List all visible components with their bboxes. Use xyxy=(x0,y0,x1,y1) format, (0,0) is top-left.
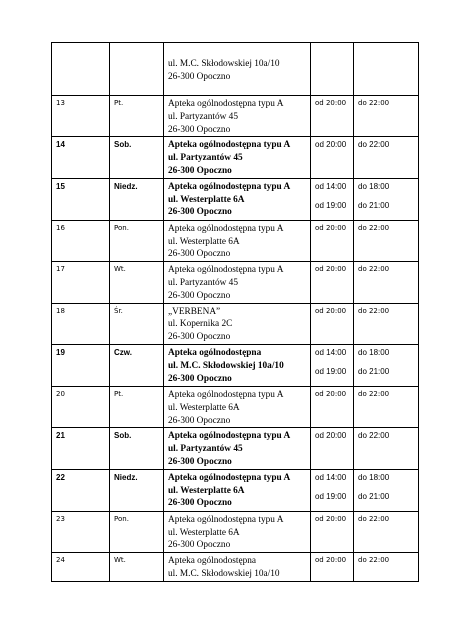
closing-time: do 18:00 xyxy=(358,472,390,482)
pharmacy-address-line: ul. Partyzantów 45 xyxy=(168,111,238,122)
table-row xyxy=(52,428,419,469)
opening-time: od 19:00 xyxy=(315,200,347,210)
weekday-cell: Pt. xyxy=(110,386,164,427)
closing-time: do 22:00 xyxy=(358,389,390,398)
closing-time-cell xyxy=(354,303,419,344)
opening-time-cell xyxy=(311,386,354,427)
opening-time: od 20:00 xyxy=(315,389,347,398)
pharmacy-cell xyxy=(164,428,311,469)
pharmacy-address-line: 26-300 Opoczno xyxy=(168,373,232,384)
closing-time-cell xyxy=(354,262,419,303)
opening-time-cell xyxy=(311,137,354,178)
table-row xyxy=(52,178,419,220)
opening-time-cell xyxy=(311,511,354,552)
closing-time: do 22:00 xyxy=(358,306,390,315)
closing-time: do 22:00 xyxy=(358,140,390,150)
day-number-cell: 22 xyxy=(52,469,110,511)
day-number-cell: 17 xyxy=(52,262,110,303)
day-number-cell: 23 xyxy=(52,511,110,552)
pharmacy-address-line: 26-300 Opoczno xyxy=(168,540,231,551)
closing-time: do 18:00 xyxy=(358,347,390,357)
opening-time-cell xyxy=(311,469,354,511)
opening-time: od 14:00 xyxy=(315,472,347,482)
opening-time-cell xyxy=(311,220,354,261)
pharmacy-name: Apteka ogólnodostępna xyxy=(168,347,262,358)
pharmacy-address-line: 26-300 Opoczno xyxy=(168,415,231,426)
closing-time-cell xyxy=(354,386,419,427)
table-row xyxy=(52,262,419,303)
closing-time-cell xyxy=(354,220,419,261)
pharmacy-cell xyxy=(164,178,311,220)
closing-time-cell xyxy=(354,511,419,552)
table-row xyxy=(52,220,419,261)
pharmacy-address-line: ul. Westerplatte 6A xyxy=(168,527,240,538)
pharmacy-address-line: 26-300 Opoczno xyxy=(168,456,232,467)
weekday-cell: Pon. xyxy=(110,511,164,552)
closing-time-cell xyxy=(354,178,419,220)
opening-time-cell xyxy=(311,428,354,469)
pharmacy-address-line: 26-300 Opoczno xyxy=(168,124,231,135)
pharmacy-address-line: ul. Partyzantów 45 xyxy=(168,444,243,455)
pharmacy-address-line: 26-300 Opoczno xyxy=(168,332,231,343)
table-row xyxy=(52,344,419,386)
opening-time-cell xyxy=(311,344,354,386)
opening-time-cell xyxy=(311,553,354,582)
pharmacy-address-line: ul. M.C. Skłodowskiej 10a/10 xyxy=(168,58,280,69)
closing-time: do 21:00 xyxy=(358,200,390,210)
weekday-cell xyxy=(110,43,164,96)
weekday-cell: Pon. xyxy=(110,220,164,261)
opening-time: od 20:00 xyxy=(315,265,347,274)
weekday-cell: Śr. xyxy=(110,303,164,344)
opening-time-cell xyxy=(311,43,354,96)
pharmacy-cell xyxy=(164,386,311,427)
pharmacy-address-line: 26-300 Opoczno xyxy=(168,71,231,82)
closing-time-cell xyxy=(354,96,419,137)
pharmacy-address-line: ul. Westerplatte 6A xyxy=(168,402,240,413)
pharmacy-address-line: 26-300 Opoczno xyxy=(168,249,231,260)
pharmacy-address-line: 26-300 Opoczno xyxy=(168,165,232,176)
day-number-cell: 20 xyxy=(52,386,110,427)
weekday-cell: Pt. xyxy=(110,96,164,137)
closing-time: do 21:00 xyxy=(358,491,390,501)
table-row xyxy=(52,137,419,178)
pharmacy-address-line: 26-300 Opoczno xyxy=(168,207,232,218)
pharmacy-name: „VERBENA” xyxy=(168,306,221,317)
closing-time-cell xyxy=(354,469,419,511)
pharmacy-address-line: ul. Westerplatte 6A xyxy=(168,194,245,205)
opening-time: od 19:00 xyxy=(315,366,347,376)
table-row xyxy=(52,511,419,552)
pharmacy-address-line: ul. Westerplatte 6A xyxy=(168,485,245,496)
pharmacy-cell xyxy=(164,511,311,552)
closing-time-cell xyxy=(354,553,419,582)
opening-time: od 20:00 xyxy=(315,514,347,523)
pharmacy-address-line: ul. Westerplatte 6A xyxy=(168,236,240,247)
day-number-cell: 13 xyxy=(52,96,110,137)
opening-time-cell xyxy=(311,262,354,303)
day-number-cell: 16 xyxy=(52,220,110,261)
weekday-cell: Wt. xyxy=(110,262,164,303)
closing-time-cell xyxy=(354,344,419,386)
pharmacy-cell xyxy=(164,469,311,511)
pharmacy-cell xyxy=(164,137,311,178)
opening-time: od 14:00 xyxy=(315,181,347,191)
pharmacy-cell xyxy=(164,303,311,344)
opening-time: od 20:00 xyxy=(315,556,347,565)
opening-time: od 20:00 xyxy=(315,306,347,315)
pharmacy-address-line: ul. Partyzantów 45 xyxy=(168,277,238,288)
pharmacy-duty-table xyxy=(51,42,419,582)
opening-time: od 14:00 xyxy=(315,347,347,357)
closing-time: do 18:00 xyxy=(358,181,390,191)
closing-time-cell xyxy=(354,428,419,469)
pharmacy-address-line: ul. Kopernika 2C xyxy=(168,319,233,330)
weekday-cell: Niedz. xyxy=(110,178,164,220)
weekday-cell: Sob. xyxy=(110,428,164,469)
closing-time: do 22:00 xyxy=(358,431,390,441)
pharmacy-name: Apteka ogólnodostępna typu A xyxy=(168,265,284,276)
pharmacy-name: Apteka ogólnodostępna typu A xyxy=(168,223,284,234)
weekday-cell: Wt. xyxy=(110,553,164,582)
closing-time: do 22:00 xyxy=(358,556,390,565)
table-body xyxy=(52,43,419,582)
day-number-cell xyxy=(52,43,110,96)
pharmacy-name: Apteka ogólnodostępna typu A xyxy=(168,181,291,192)
opening-time: od 20:00 xyxy=(315,431,347,441)
weekday-cell: Sob. xyxy=(110,137,164,178)
pharmacy-address-line: 26-300 Opoczno xyxy=(168,498,232,509)
closing-time: do 22:00 xyxy=(358,514,390,523)
pharmacy-address-line: ul. M.C. Skłodowskiej 10a/10 xyxy=(168,568,280,579)
table-row xyxy=(52,43,419,96)
table-row xyxy=(52,96,419,137)
pharmacy-name: Apteka ogólnodostępna typu A xyxy=(168,514,284,525)
weekday-cell: Niedz. xyxy=(110,469,164,511)
day-number-cell: 18 xyxy=(52,303,110,344)
table-row xyxy=(52,469,419,511)
opening-time-cell xyxy=(311,178,354,220)
day-number-cell: 19 xyxy=(52,344,110,386)
pharmacy-address-line: ul. M.C. Skłodowskiej 10a/10 xyxy=(168,360,284,371)
pharmacy-name: Apteka ogólnodostępna xyxy=(168,556,257,567)
weekday-cell: Czw. xyxy=(110,344,164,386)
table-row xyxy=(52,553,419,582)
pharmacy-cell xyxy=(164,220,311,261)
closing-time: do 22:00 xyxy=(358,265,390,274)
opening-time-cell xyxy=(311,96,354,137)
pharmacy-cell xyxy=(164,344,311,386)
pharmacy-name: Apteka ogólnodostępna typu A xyxy=(168,472,291,483)
closing-time: do 21:00 xyxy=(358,366,390,376)
table-row xyxy=(52,303,419,344)
day-number-cell: 24 xyxy=(52,553,110,582)
pharmacy-name: Apteka ogólnodostępna typu A xyxy=(168,431,291,442)
pharmacy-cell xyxy=(164,96,311,137)
day-number-cell: 21 xyxy=(52,428,110,469)
opening-time: od 20:00 xyxy=(315,223,347,232)
opening-time: od 20:00 xyxy=(315,99,347,107)
opening-time-cell xyxy=(311,303,354,344)
day-number-cell: 15 xyxy=(52,178,110,220)
pharmacy-name: Apteka ogólnodostępna typu A xyxy=(168,140,291,151)
pharmacy-name xyxy=(168,45,306,58)
pharmacy-name: Apteka ogólnodostępna typu A xyxy=(168,99,284,109)
pharmacy-address-line: 26-300 Opoczno xyxy=(168,290,231,301)
pharmacy-cell xyxy=(164,553,311,582)
pharmacy-cell xyxy=(164,262,311,303)
closing-time: do 22:00 xyxy=(358,99,390,107)
pharmacy-cell xyxy=(164,43,311,96)
closing-time-cell xyxy=(354,137,419,178)
pharmacy-name: Apteka ogólnodostępna typu A xyxy=(168,389,284,400)
day-number-cell: 14 xyxy=(52,137,110,178)
closing-time-cell xyxy=(354,43,419,96)
closing-time: do 22:00 xyxy=(358,223,390,232)
pharmacy-address-line: ul. Partyzantów 45 xyxy=(168,153,243,164)
table-row xyxy=(52,386,419,427)
opening-time: od 20:00 xyxy=(315,140,347,150)
opening-time: od 19:00 xyxy=(315,491,347,501)
